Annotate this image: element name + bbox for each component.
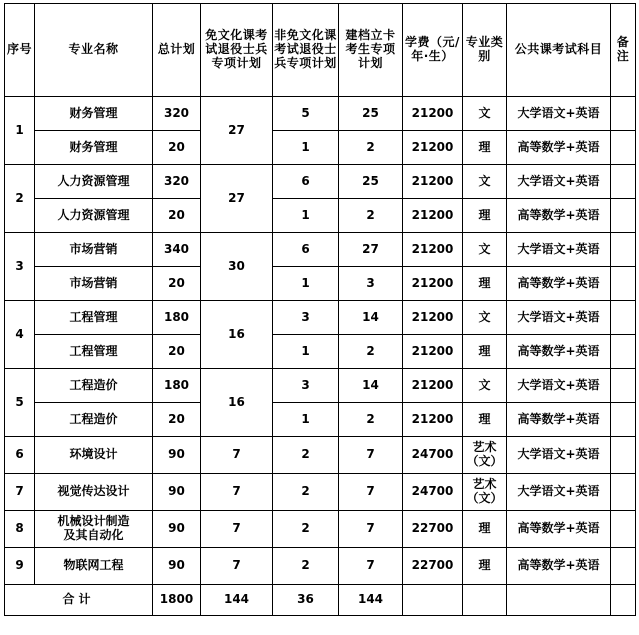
- cell-fee: 21200: [403, 267, 463, 301]
- cell-type: 理: [463, 403, 507, 437]
- cell-nonfree: 6: [273, 233, 339, 267]
- cell-total: 180: [153, 369, 201, 403]
- cell-subject: 大学语文+英语: [507, 165, 611, 199]
- cell-subject: 大学语文+英语: [507, 233, 611, 267]
- cell-subject: 高等数学+英语: [507, 511, 611, 548]
- cell-free: 16: [201, 369, 273, 437]
- cell-major: 财务管理: [35, 131, 153, 165]
- cell-nonfree: 5: [273, 97, 339, 131]
- cell-total: 90: [153, 437, 201, 474]
- cell-nonfree: 1: [273, 335, 339, 369]
- table-row: [5, 403, 636, 437]
- cell-type: 文: [463, 97, 507, 131]
- cell-remark: [611, 437, 636, 474]
- cell-card: 3: [339, 267, 403, 301]
- footer-type: [463, 585, 507, 616]
- cell-free: 16: [201, 301, 273, 369]
- cell-subject: 大学语文+英语: [507, 301, 611, 335]
- cell-remark: [611, 403, 636, 437]
- cell-remark: [611, 131, 636, 165]
- cell-nonfree: 1: [273, 199, 339, 233]
- cell-free: 7: [201, 548, 273, 585]
- cell-fee: 21200: [403, 403, 463, 437]
- cell-nonfree: 3: [273, 301, 339, 335]
- cell-fee: 21200: [403, 165, 463, 199]
- enrollment-plan-table: [4, 3, 636, 616]
- table-row: [5, 199, 636, 233]
- cell-seq: 6: [5, 437, 35, 474]
- cell-total: 180: [153, 301, 201, 335]
- cell-free: 27: [201, 165, 273, 233]
- cell-seq: 3: [5, 233, 35, 301]
- cell-subject: 高等数学+英语: [507, 267, 611, 301]
- header-nonfree-veteran-plan: 非免文化课考试退役士兵专项计划: [273, 4, 339, 97]
- footer-total: 1800: [153, 585, 201, 616]
- cell-subject: 大学语文+英语: [507, 97, 611, 131]
- cell-nonfree: 6: [273, 165, 339, 199]
- cell-free: 7: [201, 474, 273, 511]
- cell-card: 7: [339, 511, 403, 548]
- cell-fee: 21200: [403, 335, 463, 369]
- cell-seq: 8: [5, 511, 35, 548]
- cell-subject: 大学语文+英语: [507, 437, 611, 474]
- header-registered-card-plan: 建档立卡考生专项计划: [339, 4, 403, 97]
- cell-nonfree: 2: [273, 474, 339, 511]
- table-row: [5, 369, 636, 403]
- cell-type: 文: [463, 165, 507, 199]
- table-row: [5, 437, 636, 474]
- cell-remark: [611, 267, 636, 301]
- table-body: [5, 97, 636, 585]
- header-major: 专业名称: [35, 4, 153, 97]
- cell-major: 工程管理: [35, 301, 153, 335]
- cell-remark: [611, 165, 636, 199]
- cell-total: 90: [153, 511, 201, 548]
- cell-total: 90: [153, 548, 201, 585]
- cell-remark: [611, 511, 636, 548]
- cell-subject: 大学语文+英语: [507, 369, 611, 403]
- cell-fee: 21200: [403, 131, 463, 165]
- cell-nonfree: 3: [273, 369, 339, 403]
- cell-nonfree: 2: [273, 548, 339, 585]
- header-public-exam-subject: 公共课考试科目: [507, 4, 611, 97]
- cell-subject: 高等数学+英语: [507, 403, 611, 437]
- cell-card: 7: [339, 437, 403, 474]
- cell-major: 物联网工程: [35, 548, 153, 585]
- cell-fee: 21200: [403, 233, 463, 267]
- cell-type: 文: [463, 233, 507, 267]
- header-major-category: 专业类别: [463, 4, 507, 97]
- cell-major: 财务管理: [35, 97, 153, 131]
- cell-subject: 高等数学+英语: [507, 131, 611, 165]
- cell-total: 320: [153, 97, 201, 131]
- cell-fee: 21200: [403, 301, 463, 335]
- table-footer: [5, 585, 636, 616]
- cell-type: 文: [463, 301, 507, 335]
- footer-remark: [611, 585, 636, 616]
- cell-fee: 24700: [403, 437, 463, 474]
- table-row: [5, 233, 636, 267]
- cell-card: 2: [339, 335, 403, 369]
- cell-seq: 1: [5, 97, 35, 165]
- cell-total: 320: [153, 165, 201, 199]
- cell-type: 理: [463, 511, 507, 548]
- cell-remark: [611, 301, 636, 335]
- header-total: 总计划: [153, 4, 201, 97]
- cell-type: 艺术 （文）: [463, 474, 507, 511]
- header-remark: 备注: [611, 4, 636, 97]
- cell-subject: 高等数学+英语: [507, 199, 611, 233]
- cell-seq: 4: [5, 301, 35, 369]
- footer-nonfree: 36: [273, 585, 339, 616]
- cell-type: 理: [463, 199, 507, 233]
- cell-subject: 高等数学+英语: [507, 335, 611, 369]
- cell-nonfree: 2: [273, 437, 339, 474]
- cell-remark: [611, 233, 636, 267]
- cell-free: 27: [201, 97, 273, 165]
- cell-major: 人力资源管理: [35, 165, 153, 199]
- cell-seq: 2: [5, 165, 35, 233]
- cell-total: 20: [153, 131, 201, 165]
- cell-subject: 大学语文+英语: [507, 474, 611, 511]
- cell-remark: [611, 548, 636, 585]
- cell-card: 14: [339, 369, 403, 403]
- cell-card: 2: [339, 199, 403, 233]
- cell-major: 环境设计: [35, 437, 153, 474]
- header-tuition: 学费（元/年·生）: [403, 4, 463, 97]
- cell-free: 7: [201, 437, 273, 474]
- table-row: [5, 165, 636, 199]
- cell-type: 理: [463, 548, 507, 585]
- table-row: [5, 97, 636, 131]
- cell-nonfree: 1: [273, 131, 339, 165]
- cell-card: 7: [339, 474, 403, 511]
- cell-nonfree: 1: [273, 267, 339, 301]
- cell-nonfree: 2: [273, 511, 339, 548]
- table-row: [5, 335, 636, 369]
- cell-total: 20: [153, 403, 201, 437]
- cell-card: 25: [339, 97, 403, 131]
- footer-card: 144: [339, 585, 403, 616]
- cell-major: 市场营销: [35, 233, 153, 267]
- table-row: [5, 131, 636, 165]
- footer-subject: [507, 585, 611, 616]
- table-row: [5, 548, 636, 585]
- cell-card: 7: [339, 548, 403, 585]
- cell-card: 14: [339, 301, 403, 335]
- cell-nonfree: 1: [273, 403, 339, 437]
- cell-type: 理: [463, 267, 507, 301]
- table-row: [5, 511, 636, 548]
- cell-major: 工程管理: [35, 335, 153, 369]
- cell-major: 人力资源管理: [35, 199, 153, 233]
- table-row: [5, 301, 636, 335]
- cell-fee: 24700: [403, 474, 463, 511]
- cell-fee: 21200: [403, 199, 463, 233]
- cell-type: 理: [463, 335, 507, 369]
- cell-subject: 高等数学+英语: [507, 548, 611, 585]
- cell-card: 2: [339, 131, 403, 165]
- cell-free: 30: [201, 233, 273, 301]
- cell-seq: 7: [5, 474, 35, 511]
- cell-remark: [611, 335, 636, 369]
- cell-seq: 9: [5, 548, 35, 585]
- footer-fee: [403, 585, 463, 616]
- cell-card: 27: [339, 233, 403, 267]
- cell-remark: [611, 97, 636, 131]
- footer-row: [5, 585, 636, 616]
- cell-type: 理: [463, 131, 507, 165]
- footer-free: 144: [201, 585, 273, 616]
- cell-major: 工程造价: [35, 403, 153, 437]
- cell-major: 视觉传达设计: [35, 474, 153, 511]
- header-row: [5, 4, 636, 97]
- cell-total: 90: [153, 474, 201, 511]
- cell-major: 市场营销: [35, 267, 153, 301]
- cell-total: 340: [153, 233, 201, 267]
- table-row: [5, 267, 636, 301]
- footer-label: 合计: [5, 585, 153, 616]
- header-seq: 序号: [5, 4, 35, 97]
- cell-total: 20: [153, 335, 201, 369]
- cell-major: 工程造价: [35, 369, 153, 403]
- table-row: [5, 474, 636, 511]
- cell-seq: 5: [5, 369, 35, 437]
- cell-fee: 21200: [403, 369, 463, 403]
- table-header: [5, 4, 636, 97]
- cell-remark: [611, 369, 636, 403]
- cell-free: 7: [201, 511, 273, 548]
- cell-major: 机械设计制造 及其自动化: [35, 511, 153, 548]
- cell-fee: 21200: [403, 97, 463, 131]
- cell-fee: 22700: [403, 511, 463, 548]
- cell-remark: [611, 474, 636, 511]
- cell-type: 艺术 （文）: [463, 437, 507, 474]
- cell-total: 20: [153, 267, 201, 301]
- cell-total: 20: [153, 199, 201, 233]
- cell-remark: [611, 199, 636, 233]
- cell-card: 25: [339, 165, 403, 199]
- cell-card: 2: [339, 403, 403, 437]
- cell-type: 文: [463, 369, 507, 403]
- header-free-veteran-plan: 免文化课考试退役士兵专项计划: [201, 4, 273, 97]
- cell-fee: 22700: [403, 548, 463, 585]
